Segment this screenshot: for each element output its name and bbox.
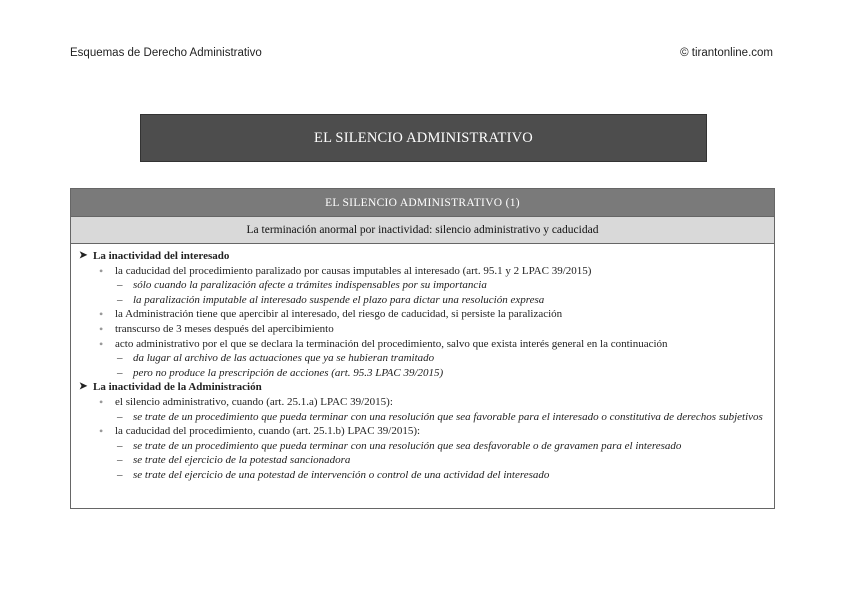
running-header-copyright: © tirantonline.com [680, 47, 773, 59]
section-heading: La inactividad del interesado [93, 250, 230, 262]
section-heading: La inactividad de la Administración [93, 381, 262, 394]
sub-list-item-text: la paralización imputable al interesado suspende el plazo para dictar una resolución expresa [133, 293, 545, 306]
sub-list-item [79, 351, 766, 366]
page-title: EL SILENCIO ADMINISTRATIVO [314, 129, 533, 146]
list-item-text: la caducidad del procedimiento, cuando (art. 25.1.b) LPAC 39/2015): [115, 425, 421, 438]
dash-icon: – [117, 468, 123, 481]
list-item [79, 307, 766, 322]
dash-icon: – [117, 410, 123, 423]
sub-list-item-text: se trate de un procedimiento que pueda terminar con una resolución que sea favorable para el interesado o constitutiva de derechos subjetivos [133, 410, 763, 423]
bullet-icon: • [99, 394, 104, 409]
sub-list-item [79, 278, 766, 293]
dash-icon: – [117, 279, 123, 292]
table-subtitle: La terminación anormal por inactividad: silencio administrativo y caducidad [246, 224, 599, 236]
section-heading-row [79, 380, 766, 395]
list-item [79, 337, 766, 352]
bullet-icon: • [99, 424, 104, 439]
table-title: EL SILENCIO ADMINISTRATIVO (1) [325, 196, 520, 209]
list-item-text: el silencio administrativo, cuando (art. 25.1.a) LPAC 39/2015): [115, 395, 393, 408]
bullet-icon: • [99, 336, 104, 351]
dash-icon: – [117, 454, 123, 467]
sub-list-item-text: pero no produce la prescripción de acciones (art. 95.3 LPAC 39/2015) [133, 366, 444, 379]
sub-list-item [79, 453, 766, 468]
running-header-title: Esquemas de Derecho Administrativo [70, 47, 262, 59]
sub-list-item-text: se trate del ejercicio de una potestad de intervención o control de una actividad del interesado [133, 468, 550, 481]
sub-list-item [79, 366, 766, 381]
sub-list-item [79, 293, 766, 308]
sub-list-item [79, 468, 766, 483]
scheme-table [70, 188, 775, 509]
dash-icon: – [117, 366, 123, 379]
bullet-icon: • [99, 263, 104, 278]
list-item [79, 264, 766, 279]
table-title-bar [71, 189, 774, 217]
list-item [79, 395, 766, 410]
sub-list-item-text: se trate de un procedimiento que pueda terminar con una resolución que sea desfavorable o de gravamen para el interesado [133, 439, 682, 452]
arrow-bullet-icon: ➤ [79, 381, 88, 393]
table-content [71, 244, 774, 483]
dash-icon: – [117, 293, 123, 306]
list-item-text: acto administrativo por el que se declara la terminación del procedimiento, salvo que exista interés general en la continuación [115, 337, 668, 350]
sub-list-item-text: se trate del ejercicio de la potestad sancionadora [133, 454, 351, 467]
bullet-icon: • [99, 321, 104, 336]
list-item-text: la Administración tiene que apercibir al interesado, del riesgo de caducidad, si persiste la paralización [115, 308, 563, 321]
dash-icon: – [117, 439, 123, 452]
section-heading-row [79, 249, 766, 264]
sub-list-item [79, 410, 766, 425]
bullet-icon: • [99, 307, 104, 322]
list-item-text: la caducidad del procedimiento paralizado por causas imputables al interesado (art. 95.1 y 2 LPAC 39/2015) [115, 264, 592, 277]
page-title-banner [140, 114, 707, 162]
dash-icon: – [117, 352, 123, 365]
sub-list-item [79, 439, 766, 454]
list-item-text: transcurso de 3 meses después del apercibimiento [115, 322, 334, 335]
sub-list-item-text: sólo cuando la paralización afecte a trámites indispensables por su importancia [133, 279, 487, 292]
table-subtitle-bar [71, 217, 774, 244]
arrow-bullet-icon: ➤ [79, 250, 88, 261]
sub-list-item-text: da lugar al archivo de las actuaciones que ya se hubieran tramitado [133, 352, 435, 365]
list-item [79, 322, 766, 337]
list-item [79, 424, 766, 439]
